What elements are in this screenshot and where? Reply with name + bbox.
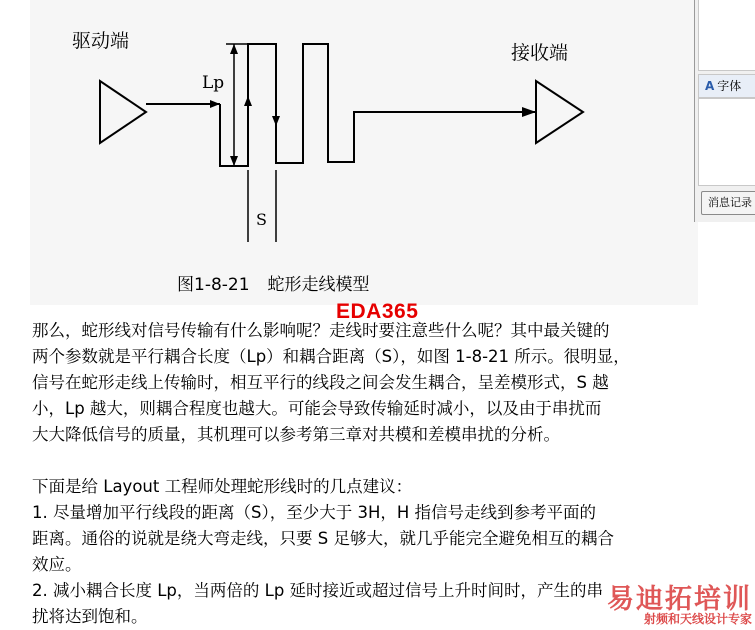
font-toolbar-button[interactable] bbox=[698, 74, 755, 98]
figure-caption bbox=[177, 270, 370, 295]
paragraph-line: 扰将达到饱和。 bbox=[32, 607, 148, 626]
site-logo-watermark bbox=[582, 577, 754, 627]
paragraph-gap bbox=[32, 448, 734, 474]
receiver-triangle bbox=[536, 81, 583, 143]
paragraph-line: 1. 尽量增加平行线段的距离（S），至少大于 3H，H 指信号走线到参考平面的 bbox=[32, 503, 597, 522]
flow-arrow-up bbox=[244, 96, 252, 106]
logo-title: 易迪拓培训 bbox=[607, 584, 752, 615]
paragraph-line: 下面是给 Layout 工程师处理蛇形线时的几点建议： bbox=[32, 477, 413, 496]
chat-side-panel bbox=[694, 0, 755, 222]
paragraph-line: 那么，蛇形线对信号传输有什么影响呢？走线时要注意些什么呢？其中最关键的 bbox=[32, 321, 610, 340]
paragraph-line: 小，Lp 越大，则耦合程度也越大。可能会导致传输延时减小，以及由于串扰而 bbox=[32, 399, 602, 418]
paragraph-line: 两个参数就是平行耦合长度（Lp）和耦合距离（S），如图 1-8-21 所示。很明显， bbox=[32, 347, 630, 366]
caption-title: 蛇形走线模型 bbox=[267, 275, 370, 295]
logo-subtitle: 射频和天线设计专家 bbox=[643, 612, 752, 626]
paragraph-line: 大大降低信号的质量，其机理可以参考第三章对共模和差模串扰的分析。 bbox=[32, 425, 560, 444]
serpentine-trace bbox=[220, 44, 536, 166]
paragraph-line: 2. 减小耦合长度 Lp，当两倍的 Lp 延时接近或超过信号上升时间时，产生的串 bbox=[32, 581, 604, 600]
flow-arrow-down bbox=[272, 116, 280, 126]
lp-arrow-top bbox=[230, 44, 238, 54]
driver-triangle bbox=[100, 81, 146, 143]
chat-history-area[interactable] bbox=[698, 0, 755, 71]
caption-number: 图1-8-21 bbox=[177, 275, 250, 295]
input-arrowhead bbox=[210, 100, 220, 108]
serpentine-diagram bbox=[30, 0, 698, 305]
serpentine-figure bbox=[30, 0, 698, 305]
s-label: S bbox=[256, 210, 267, 229]
output-arrowhead bbox=[522, 107, 536, 117]
driver-label: 驱动端 bbox=[72, 30, 130, 52]
font-icon: A bbox=[705, 79, 715, 93]
font-label: 字体 bbox=[717, 79, 742, 93]
lp-arrow-bottom bbox=[230, 156, 238, 166]
watermark-text: EDA365 bbox=[336, 300, 419, 323]
message-log-button[interactable]: 消息记录 bbox=[701, 191, 755, 215]
receiver-label: 接收端 bbox=[511, 42, 569, 64]
paragraph-line: 距离。通俗的说就是绕大弯走线，只要 S 足够大，就几乎能完全避免相互的耦合 bbox=[32, 529, 614, 548]
paragraph-line: 信号在蛇形走线上传输时，相互平行的线段之间会发生耦合，呈差模形式，S 越 bbox=[32, 373, 609, 392]
chat-input-area[interactable] bbox=[698, 98, 755, 186]
lp-label: Lp bbox=[202, 73, 225, 93]
paragraph-line: 效应。 bbox=[32, 555, 82, 574]
